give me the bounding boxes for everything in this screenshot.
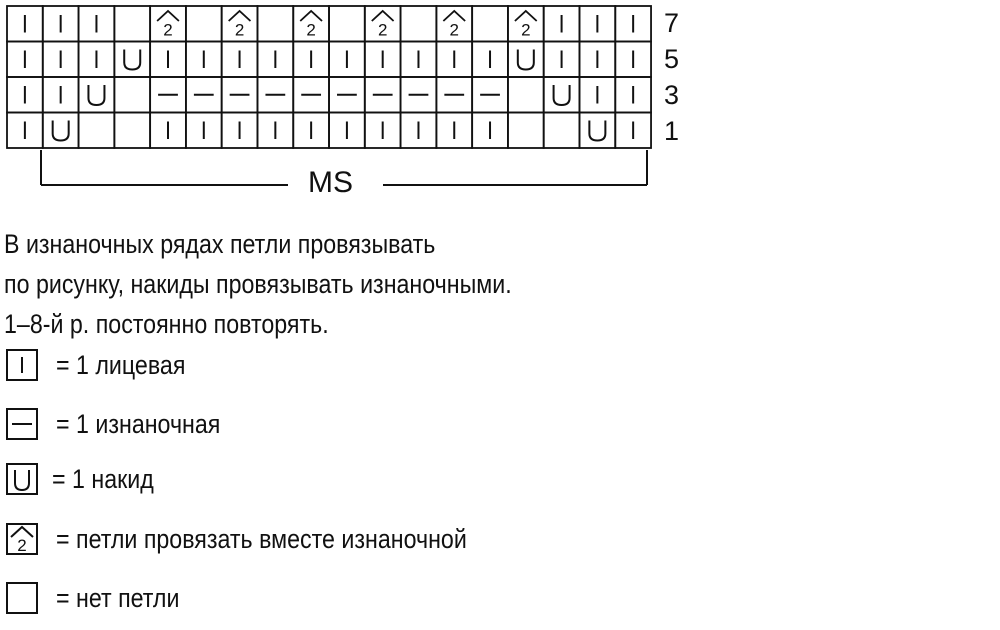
legend-knit-text: = 1 лицевая	[56, 350, 186, 380]
row-number-1: 1	[664, 116, 680, 146]
chart-cell	[79, 42, 115, 78]
instruction-line-3: 1–8-й р. постоянно повторять.	[4, 309, 329, 339]
chart-cell	[615, 42, 651, 78]
chart-cell	[436, 113, 472, 149]
chart-cell	[579, 77, 615, 113]
legend-purl-text: = 1 изнаночная	[56, 409, 221, 439]
svg-text:2: 2	[17, 536, 27, 555]
chart-cell	[293, 77, 329, 113]
chart-cell	[222, 77, 258, 113]
chart-cell	[472, 6, 508, 42]
row-number-7: 7	[664, 8, 680, 38]
chart-cell	[329, 42, 365, 78]
chart-cell	[257, 42, 293, 78]
chart-cell	[43, 6, 79, 42]
chart-cell	[472, 42, 508, 78]
chart-cell	[472, 113, 508, 149]
chart-cell	[436, 77, 472, 113]
instruction-line-1: В изнаночных рядах петли провязывать	[4, 229, 436, 259]
legend-k2tog-text: = петли провязать вместе изнаночной	[56, 524, 467, 554]
chart-cell	[114, 6, 150, 42]
svg-text:2: 2	[377, 20, 388, 40]
svg-text:2: 2	[163, 20, 173, 40]
chart-cell	[222, 42, 258, 78]
repeat-label: MS	[308, 166, 353, 199]
chart-cell	[365, 77, 401, 113]
chart-cell	[186, 77, 222, 113]
chart-cell	[150, 77, 186, 113]
chart-cell	[579, 6, 615, 42]
chart-cell	[329, 113, 365, 149]
chart-cell	[7, 77, 43, 113]
chart-cell	[401, 77, 437, 113]
chart-cell	[43, 42, 79, 78]
row-number-5: 5	[664, 44, 680, 74]
chart-cell	[365, 113, 401, 149]
purl-symbol-icon	[6, 408, 38, 440]
chart-cell	[257, 77, 293, 113]
chart-cell	[615, 6, 651, 42]
svg-text:2: 2	[306, 20, 316, 40]
chart-cell	[114, 77, 150, 113]
chart-cell	[365, 42, 401, 78]
chart-cell	[615, 113, 651, 149]
svg-text:2: 2	[449, 20, 459, 40]
chart-cell	[293, 113, 329, 149]
chart-cell	[293, 6, 329, 42]
chart-cell	[436, 42, 472, 78]
chart-cell	[114, 42, 150, 78]
chart-cell	[150, 6, 186, 42]
chart-cell	[579, 113, 615, 149]
chart-cell	[401, 6, 437, 42]
chart-cell	[544, 6, 580, 42]
chart-cell	[472, 77, 508, 113]
chart-cell	[79, 6, 115, 42]
chart-cell	[401, 113, 437, 149]
legend-yarn-over-text: = 1 накид	[52, 464, 154, 494]
chart-cell	[544, 42, 580, 78]
chart-cell	[150, 113, 186, 149]
chart-cell	[43, 77, 79, 113]
chart-cell	[365, 6, 401, 42]
instruction-line-2: по рисунку, накиды провязывать изнаночными.	[4, 269, 512, 299]
chart-cell	[508, 6, 544, 42]
chart-cell	[7, 113, 43, 149]
chart-cell	[436, 6, 472, 42]
chart-cell	[544, 113, 580, 149]
row-number-3: 3	[664, 80, 680, 110]
no-stitch-icon	[6, 582, 38, 614]
chart-cell	[7, 42, 43, 78]
chart-cell	[186, 113, 222, 149]
chart-cell	[508, 42, 544, 78]
chart-cell	[79, 77, 115, 113]
legend-no-stitch-text: = нет петли	[56, 583, 180, 613]
chart-cell	[150, 42, 186, 78]
svg-text:2: 2	[521, 20, 531, 40]
svg-text:2: 2	[234, 20, 245, 40]
chart-cell	[222, 113, 258, 149]
k2tog-purl-icon	[6, 523, 38, 555]
chart-cell	[329, 6, 365, 42]
chart-cell	[508, 113, 544, 149]
chart-cell	[544, 77, 580, 113]
chart-cell	[508, 77, 544, 113]
chart-cell	[401, 42, 437, 78]
chart-cell	[114, 113, 150, 149]
chart-cell	[79, 113, 115, 149]
chart-cell	[257, 6, 293, 42]
chart-cell	[579, 42, 615, 78]
chart-cell	[43, 113, 79, 149]
chart-cell	[257, 113, 293, 149]
chart-cell	[615, 77, 651, 113]
chart-cell	[329, 77, 365, 113]
knit-symbol-icon	[6, 349, 38, 381]
chart-cell	[293, 42, 329, 78]
chart-cell	[222, 6, 258, 42]
yarn-over-icon	[6, 463, 38, 495]
chart-cell	[186, 42, 222, 78]
chart-cell	[7, 6, 43, 42]
chart-cell	[186, 6, 222, 42]
